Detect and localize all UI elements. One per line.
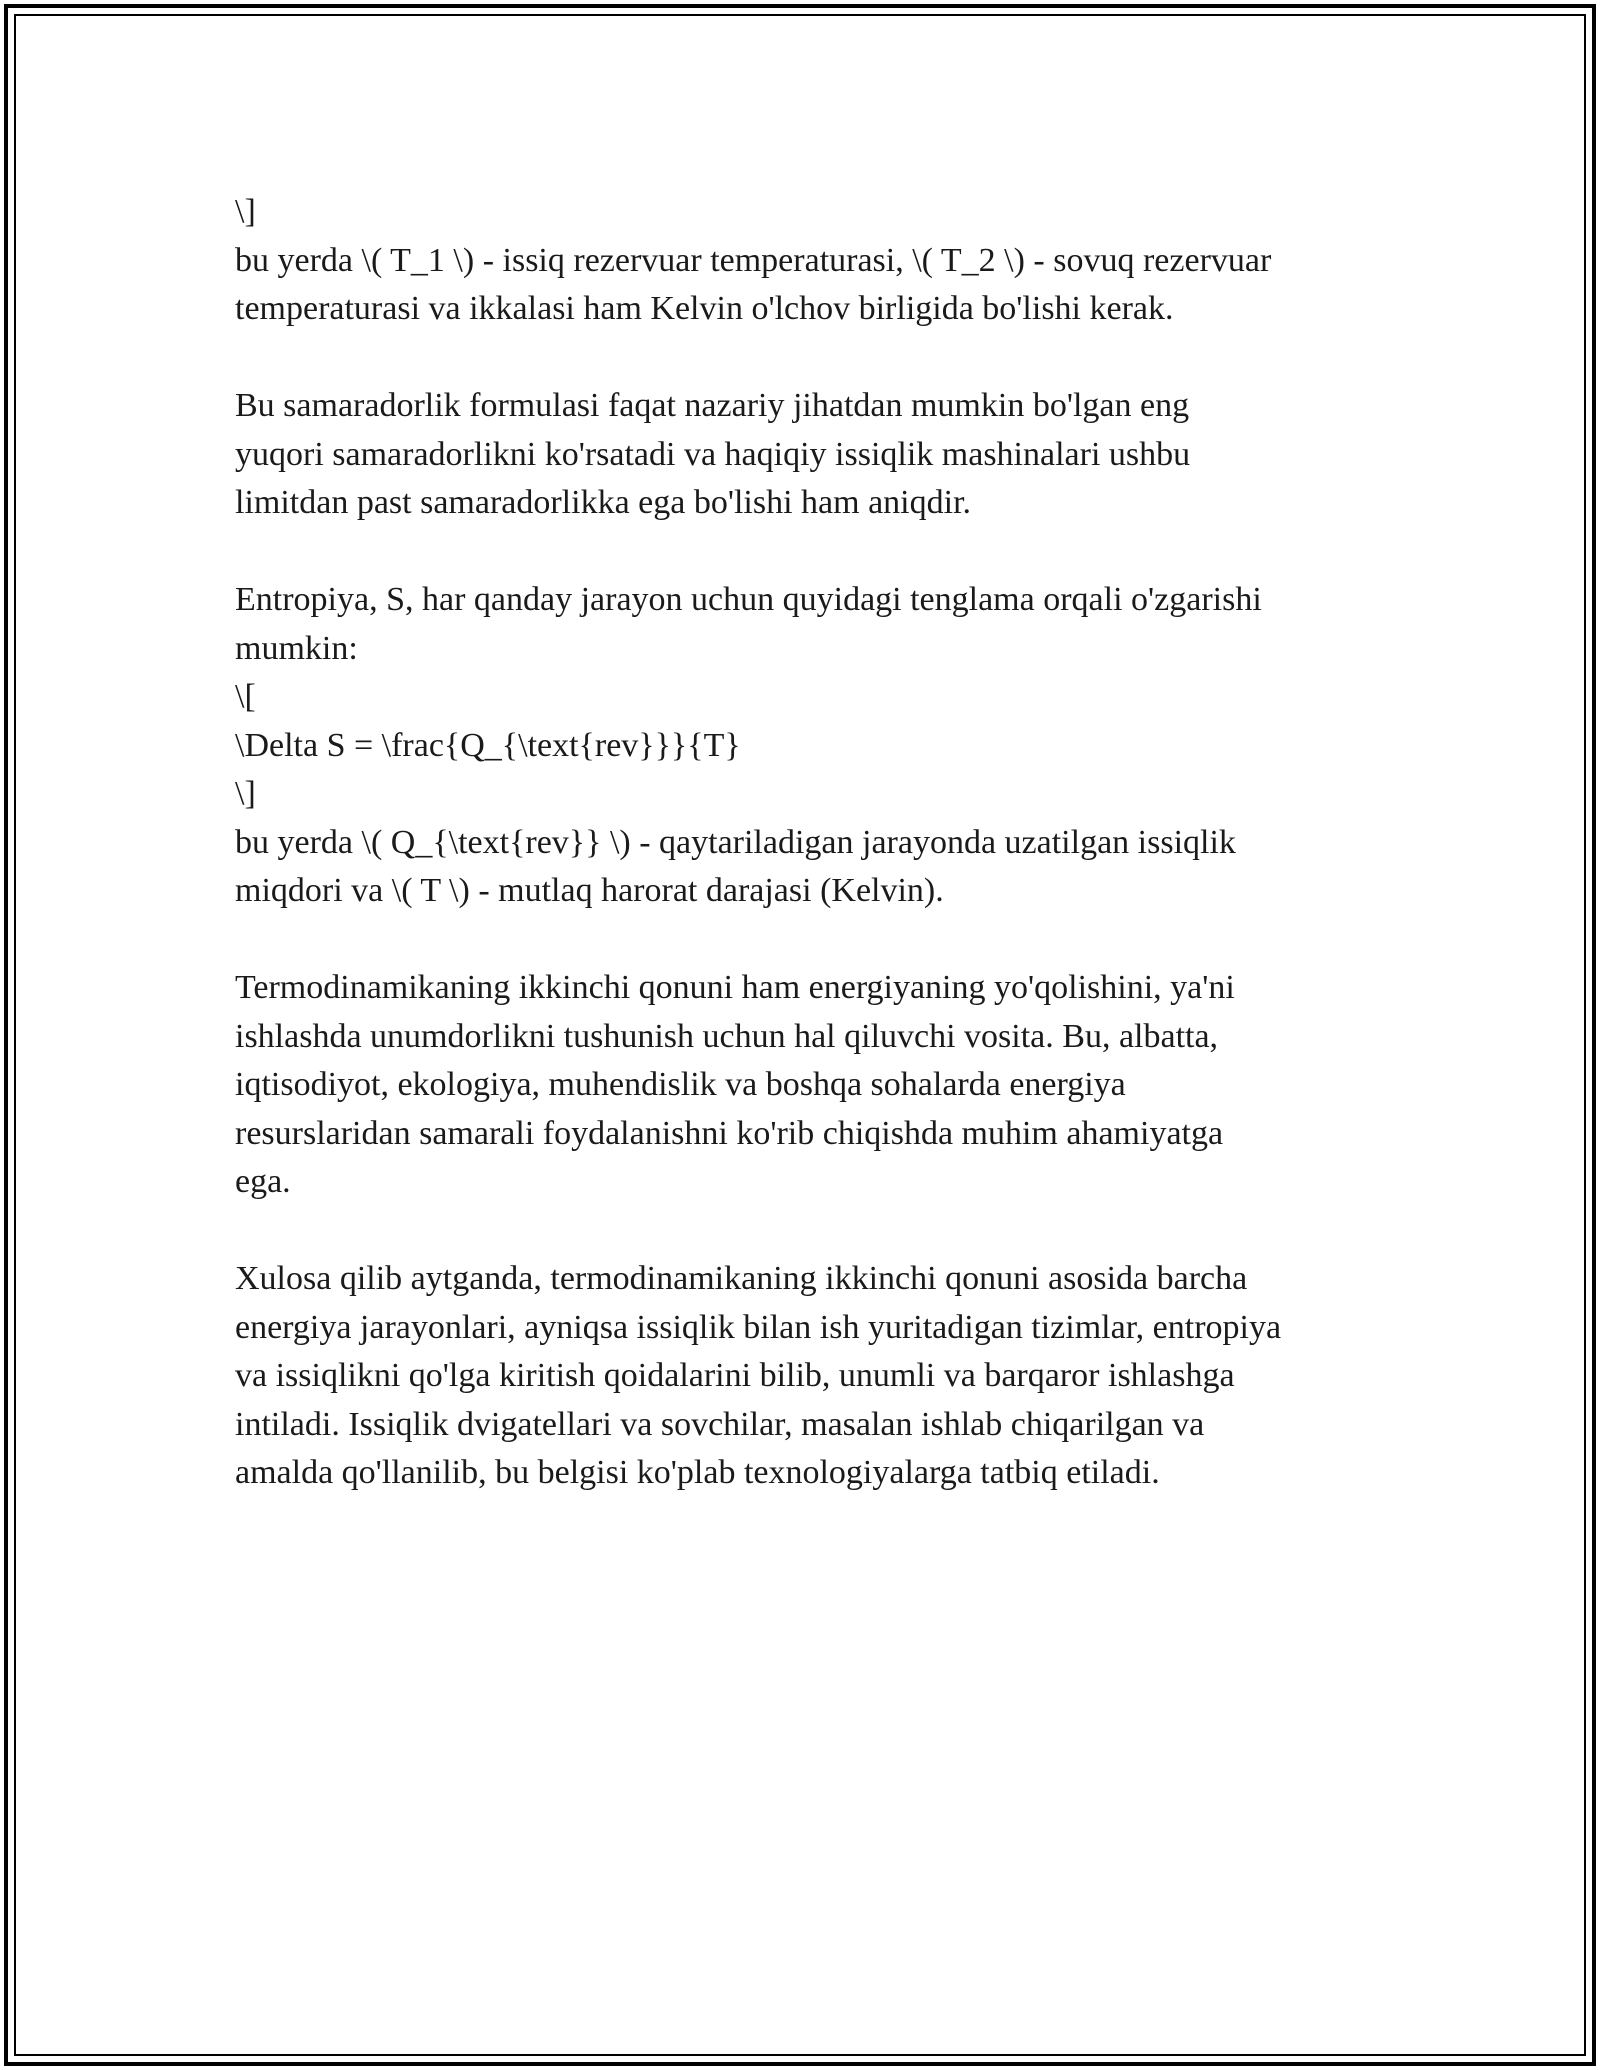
text-line: ega. (235, 1163, 291, 1200)
text-line: \] (235, 193, 256, 230)
text-line: Xulosa qilib aytganda, termodinamikaning ikkinchi qonuni asosida barcha (235, 1260, 1248, 1297)
text-line: Entropiya, S, har qanday jarayon uchun quyidagi tenglama orqali o'zgarishi (235, 581, 1262, 618)
text-line: resurslaridan samarali foydalanishni ko'rib chiqishda muhim ahamiyatga (235, 1114, 1224, 1152)
text-line: bu yerda \( T_1 \) - issiq rezervuar temperaturasi, \( T_2 \) - sovuq rezervuar (235, 241, 1272, 279)
paragraph-spacer (235, 916, 1375, 965)
text-line: bu yerda \( Q_{\text{rev}} \) - qaytariladigan jarayonda uzatilgan issiqlik (235, 823, 1236, 861)
paragraph (235, 964, 1375, 1207)
equation-line: \Delta S = \frac{Q_{\text{rev}}}{T} (235, 726, 741, 764)
text-line: Bu samaradorlik formulasi faqat nazariy jihatdan mumkin bo'lgan eng (235, 387, 1190, 424)
text-line: mumkin: (235, 629, 358, 667)
text-line: ishlashda unumdorlikni tushunish uchun hal qiluvchi vosita. Bu, albatta, (235, 1017, 1219, 1055)
paragraph (235, 576, 1375, 916)
paragraph (235, 188, 1375, 334)
paragraph-spacer (235, 528, 1375, 577)
text-line: amalda qo'llanilib, bu belgisi ko'plab texnologiyalarga tatbiq etiladi. (235, 1454, 1160, 1491)
paragraph (235, 382, 1375, 528)
paragraph-spacer (235, 1207, 1375, 1256)
text-line: yuqori samaradorlikni ko'rsatadi va haqiqiy issiqlik mashinalari ushbu (235, 435, 1191, 473)
text-line: intiladi. Issiqlik dvigatellari va sovchilar, masalan ishlab chiqarilgan va (235, 1405, 1205, 1443)
paragraph (235, 1255, 1375, 1498)
text-line: Termodinamikaning ikkinchi qonuni ham energiyaning yo'qolishini, ya'ni (235, 969, 1235, 1006)
paragraph-spacer (235, 334, 1375, 383)
document-body (235, 188, 1375, 1498)
text-line: energiya jarayonlari, ayniqsa issiqlik bilan ish yuritadigan tizimlar, entropiya (235, 1308, 1282, 1346)
equation-delimiter: \] (235, 775, 256, 812)
text-line: limitdan past samaradorlikka ega bo'lishi ham aniqdir. (235, 484, 972, 521)
text-line: va issiqlikni qo'lga kiritish qoidalarini bilib, unumli va barqaror ishlashga (235, 1357, 1235, 1394)
text-line: temperaturasi va ikkalasi ham Kelvin o'lchov birligida bo'lishi kerak. (235, 290, 1174, 327)
text-line: miqdori va \( T \) - mutlaq harorat darajasi (Kelvin). (235, 872, 944, 909)
equation-delimiter: \[ (235, 678, 256, 715)
text-line: iqtisodiyot, ekologiya, muhendislik va boshqa sohalarda energiya (235, 1066, 1126, 1103)
